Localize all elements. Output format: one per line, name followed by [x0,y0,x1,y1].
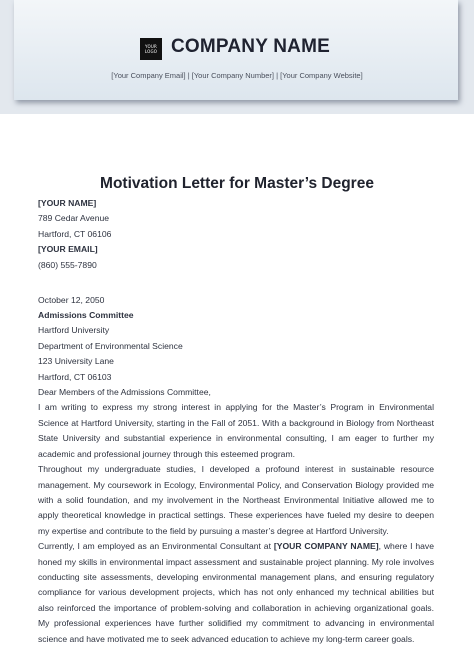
paragraph-experience [38,539,434,647]
company-name: COMPANY NAME [171,36,330,57]
salutation: Dear Members of the Admissions Committee, [38,387,211,398]
paragraph-intro: I am writing to express my strong interest in applying for the Master’s Program in Environmental Science at Hartford University, starting in the Fall of 2051. With a background in Biology from Northeast State University and substantial experience in environmental consulting, I am eager to further my academic and professional journey through this esteemed program. [38,402,434,459]
recipient-dept: Department of Environmental Science [38,340,183,351]
paragraph-experience-start: Currently, I am employed as an Environmental Consultant at [38,541,274,552]
document-title: Motivation Letter for Master’s Degree [100,175,374,192]
sender-name: [YOUR NAME] [38,198,97,208]
sender-street: 789 Cedar Avenue [38,213,110,224]
recipient-street: 123 University Lane [38,356,114,367]
recipient-org: Hartford University [38,325,110,336]
logo-text: YOUR LOGO [144,44,158,54]
company-logo [140,38,162,60]
sender-city: Hartford, CT 06106 [38,228,112,239]
paragraph-studies: Throughout my undergraduate studies, I developed a profound interest in sustainable resource management. My coursework in Ecology, Environmental Policy, and Conservation Biology provided me with a solid foundation, and my involvement in the Northeast Environmental Initiative allowed me to apply theoretical knowledge in practical settings. These experiences have fueled my desire to deepen my expertise and contribute to the field by pursuing a master’s degree at Hartford University. [38,464,434,536]
company-placeholder: [YOUR COMPANY NAME] [273,541,379,552]
recipient-city: Hartford, CT 06103 [38,371,112,382]
company-contacts: [Your Company Email] | [Your Company Number] | [Your Company Website] [111,71,363,80]
recipient-name: Admissions Committee [38,310,134,321]
paragraph-experience-rest: , where I have honed my skills in environmental impact assessment and sustainable project planning. My role involves conducting site assessments, developing environmental management plans, and ensuring regulatory compliance for various development projects, which has not only enhanced my technical abilities but also reinforced the importance of problem-solving and collaboration in achieving organizational goals. My professional experiences have further solidified my commitment to advancing in environmental science and have motivated me to seek advanced education to achieve my long-term career goals. [38,541,435,644]
letter-body [38,196,434,647]
sender-email: [YOUR EMAIL] [38,244,98,255]
letter-date: October 12, 2050 [38,294,105,305]
sender-phone: (860) 555-7890 [38,259,97,270]
spacer [38,273,434,293]
